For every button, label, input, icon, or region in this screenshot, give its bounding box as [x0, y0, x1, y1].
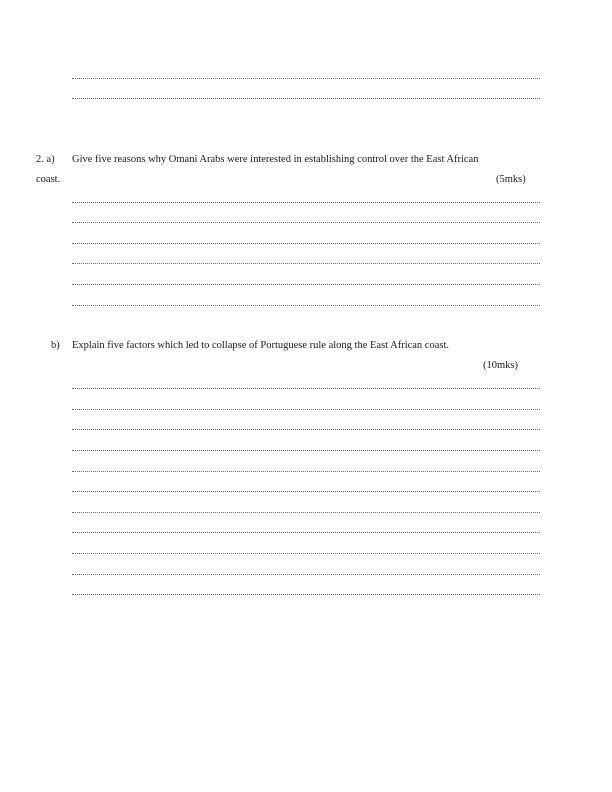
answer-line [72, 243, 540, 244]
answer-line [72, 429, 540, 430]
answer-line [72, 78, 540, 79]
answer-line [72, 388, 540, 389]
answer-line [72, 532, 540, 533]
answer-line [72, 409, 540, 410]
answer-line [72, 512, 540, 513]
answer-line [72, 284, 540, 285]
answer-line [72, 450, 540, 451]
question-2a-marks: (5mks) [496, 174, 526, 185]
question-2a-text: Give five reasons why Omani Arabs were interested in establishing control over the East African [72, 154, 479, 165]
question-number: 2. a) [36, 154, 55, 165]
answer-line [72, 594, 540, 595]
answer-line [72, 553, 540, 554]
question-2b-marks: (10mks) [483, 360, 518, 371]
answer-line [72, 574, 540, 575]
question-2a-text-continued: coast. [36, 174, 61, 185]
answer-line [72, 98, 540, 99]
answer-line [72, 491, 540, 492]
question-part-label: b) [51, 340, 60, 351]
answer-line [72, 202, 540, 203]
answer-line [72, 222, 540, 223]
question-2b-text: Explain five factors which led to collapse of Portuguese rule along the East African coast. [72, 340, 450, 351]
answer-line [72, 471, 540, 472]
answer-line [72, 305, 540, 306]
answer-line [72, 263, 540, 264]
